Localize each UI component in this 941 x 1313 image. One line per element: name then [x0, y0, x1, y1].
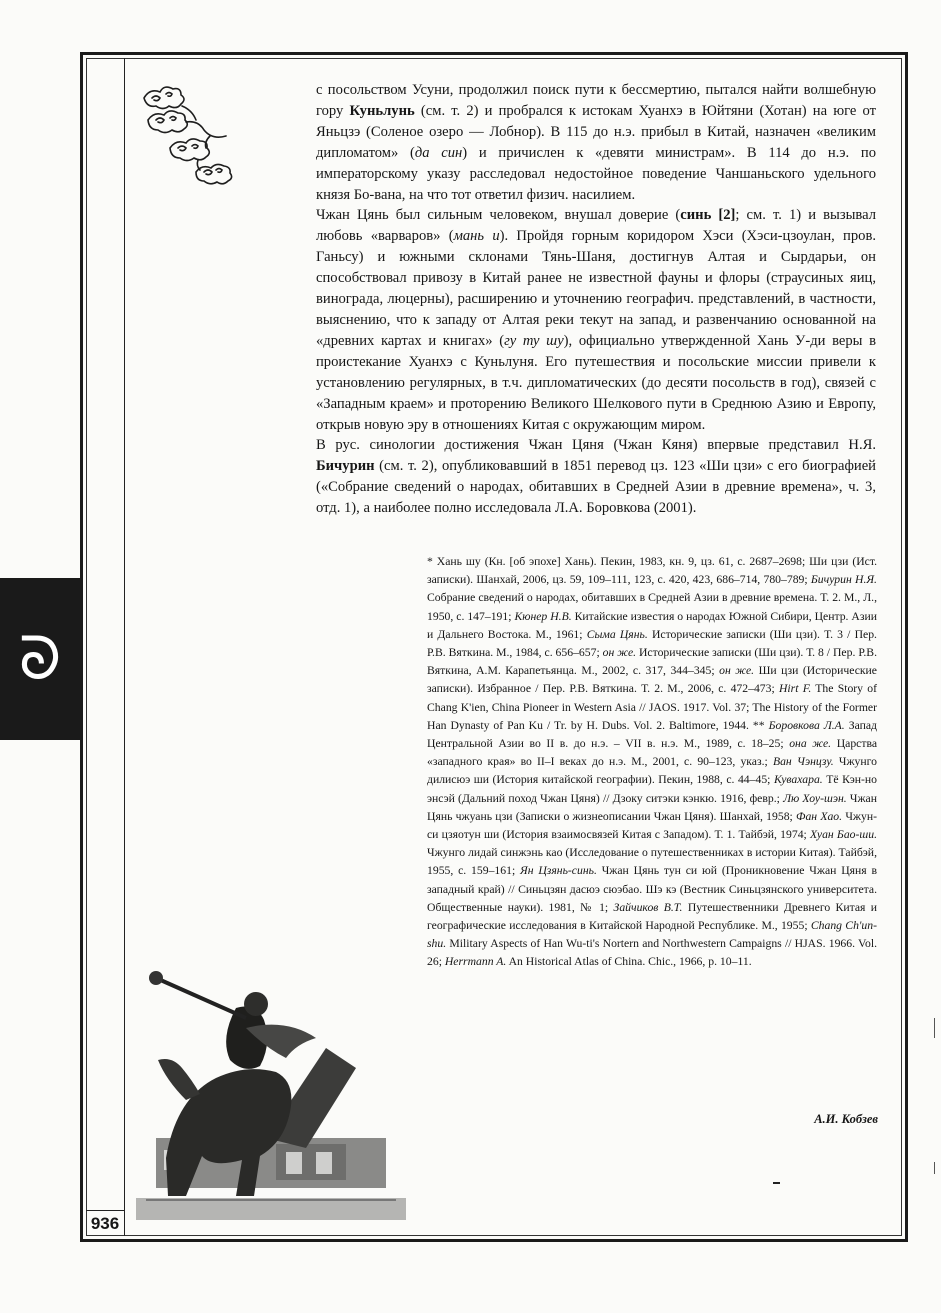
text-run: Тё Кэн-но энсэй (Дальний поход Чжан Цяня) // Дзоку ситэки кэнкю. 1916, февр.; — [427, 773, 878, 805]
text-run: Исторические записки (Ши цзи). Т. 3 / Пер. Р.В. Вяткина. М., 1984, с. 656–657; — [427, 627, 877, 660]
bibliography — [427, 553, 877, 972]
text-run: Чжун-си цзяотун ши (История взаимосвязей Китая с Западом). Т. 1. Тайбэй, 1974; — [427, 809, 877, 842]
text-run: Царства «западного края» во II–I веках до н.э. М., 2001, с. 90–123, указ.; — [427, 737, 878, 769]
text-run: Собрание сведений о народах, обитавших в Средней Азии в древние времена. Т. 2. М., Л., 1950, с. 147–191; — [427, 591, 877, 623]
margin-rule — [124, 58, 125, 1236]
text-run: Чжунго лидай синжэнь као (Исследование о путешественниках в истории Китая). Тайбэй, 1955, с. 159–161; — [427, 846, 877, 878]
body-paragraph — [316, 205, 876, 435]
italic-term: он же. — [719, 664, 755, 678]
italic-term: гу ту шу — [504, 332, 564, 349]
text-run: Ши цзи (Исторические записки). Избранное / Пер. Р.В. Вяткина. Т. 2. М., 2006, с. 472–473; — [427, 664, 877, 696]
italic-term: Лю Хоу-шэн. — [783, 791, 847, 805]
text-run: An Historical Atlas of China. Chic., 1966, p. 10–11. — [506, 955, 752, 969]
italic-term: Chang Ch'un-shu. — [427, 919, 878, 951]
text-run: (см. т. 2), опубликовавший в 1851 перевод цз. 123 «Ши цзи» с его биографией («Собрание сведений о народах, обитавших в Средней Азии в древние времена», ч. 3, отд. 1), а наиболее полно исследовала Л.А. Боровкова (2001). — [316, 458, 876, 517]
text-run: Запад Центральной Азии во II в. до н.э. – VII в. н.э. М., 1989, с. 18–25; — [427, 718, 877, 751]
cloud-ornament-icon — [130, 76, 250, 196]
section-letter-glyph: ᘐ — [18, 624, 62, 694]
text-run: Исторические записки (Ши цзи). Т. 8 / Пер. Р.В. Вяткина, А.М. Карапетьянца. М., 2002, с. 317, 344–345; — [427, 646, 877, 678]
italic-term: Ян Цзянь-синь. — [520, 864, 597, 878]
text-run: The Story of Chang K'ien, China Pioneer in Western Asia // JAOS. 1917. Vol. 37; The History of the Former Han Dynasty of Pan Ku / Tr. by H. Dubs. Vol. 2. Baltimore, 1944. ** — [427, 682, 877, 732]
text-run: ), официально утвержденной Хань У-ди веры в проистекание Хуанхэ с Куньлуня. Его путешествия и посольские миссии привели к установлению регулярных, в т.ч. дипломатических (до десяти посольств в год), связей с «Западным краем» и проторению Великого Шелкового пути в Среднюю Азию и Европу, открыв новую эру в отношениях Китая с окружающим миром. — [316, 332, 876, 433]
scan-edge-mark — [934, 1018, 935, 1038]
equestrian-statue-photo — [136, 968, 406, 1220]
author-signature: А.И. Кобзев — [814, 1112, 878, 1126]
italic-term: Сыма Цянь. — [586, 627, 648, 641]
italic-term: Hirt F. — [778, 682, 812, 696]
scan-edge-mark — [934, 1162, 935, 1174]
italic-term: Ван Чэнцзу. — [772, 755, 834, 769]
bibliography-text — [427, 553, 877, 972]
text-run: Чжан Цянь был сильным человеком, внушал доверие ( — [316, 207, 681, 224]
article-body — [316, 80, 876, 519]
text-run: Чжан Цянь чжуань цзи (Записки о жизнеописании Чжан Цяня). Шанхай, 1958; — [427, 791, 877, 823]
italic-term: Кюнер Н.В. — [514, 609, 572, 623]
italic-term: Бичурин Н.Я. — [810, 573, 877, 587]
text-run: ). Пройдя горным коридором Хэси (Хэси-цзоулан, пров. Ганьсу) и южными склонами Тянь-Шаня, достигнув Алтая и Сырдарьи, он способствовал привозу в Китай ранее не известной фауны и флоры (страусиных яиц, винограда, люцерны), расширению и уточнению географич. представлений, в частности, выяснению, что к западу от Алтая реки текут на запад, и развенчанию основанной на «древних картах и книгах» ( — [316, 228, 876, 349]
italic-term: да син — [414, 144, 463, 161]
body-paragraph — [316, 435, 876, 519]
stray-mark — [773, 1182, 780, 1184]
text-run: Чжан Цянь тун си юй (Проникновение Чжан Цяня в западный край) // Синьцзян дасюэ сюэбао. Шэ кэ (Вестник Синьцзянского университета. Общественные науки). 1981, № 1; — [427, 864, 878, 914]
text-run: (см. т. 2) и пробрался к истокам Хуанхэ в Юйтяни (Хотан) на юге от Яньцзэ (Соленое озеро — Лобнор). В 115 до н.э. прибыл в Китай, назначен «великим дипломатом» ( — [316, 102, 876, 161]
bold-term: Куньлунь — [349, 102, 415, 119]
text-run: с посольством Усуни, продолжил поиск пути к бессмертию, пытался найти волшебную гору — [316, 82, 876, 119]
section-letter-tab — [0, 578, 80, 740]
text-run: Military Aspects of Han Wu-ti's Nortern and Northwestern Campaigns // HJAS. 1966. Vol. 26; — [427, 937, 877, 969]
page-number: 936 — [90, 1214, 120, 1233]
page-number-box — [86, 1210, 124, 1237]
bold-term: Бичурин — [316, 458, 375, 475]
italic-term: Кувахара. — [773, 773, 823, 787]
bold-term: синь [2] — [680, 207, 736, 224]
text-run: Путешественники Древнего Китая и географические исследования в Китайской Народной Республике. М., 1955; — [427, 900, 877, 933]
text-run: Китайские известия о народах Южной Сибири, Центр. Азии и Дальнего Востока. М., 1961; — [427, 609, 878, 641]
text-run: ) и причислен к «девяти министрам». В 114 до н.э. по императорскому указу расследовал недостойное поведение Чаншаньского удельного князя Бо-вана, на что тот ответил физич. насилием. — [316, 144, 876, 203]
italic-term: мань и — [453, 228, 500, 245]
italic-term: Боровкова Л.А. — [768, 718, 845, 732]
text-run: В рус. синологии достижения Чжан Цяня (Чжан Кяня) впервые представил Н.Я. — [316, 437, 876, 454]
text-run: Чжунго дилисюэ ши (История китайской географии). Пекин, 1988, с. 44–45; — [427, 755, 878, 787]
body-paragraph — [316, 80, 876, 205]
text-run: * Хань шу (Кн. [об эпохе] Хань). Пекин, 1983, кн. 9, цз. 61, с. 2687–2698; Ши цзи (Ист. записки). Шанхай, 2006, цз. 59, 109–111, 123, с. 420, 423, 686–714, 780–789; — [427, 555, 877, 587]
italic-term: он же. — [602, 646, 637, 660]
text-run: ; см. т. 1) и вызывал любовь «варваров» ( — [316, 207, 877, 245]
italic-term: она же. — [789, 737, 832, 751]
italic-term: Хуан Бао-ши. — [810, 828, 877, 842]
italic-term: Herrmann A. — [444, 955, 507, 969]
italic-term: Фан Хао. — [796, 809, 843, 823]
italic-term: Зайчиков В.Т. — [613, 900, 683, 914]
